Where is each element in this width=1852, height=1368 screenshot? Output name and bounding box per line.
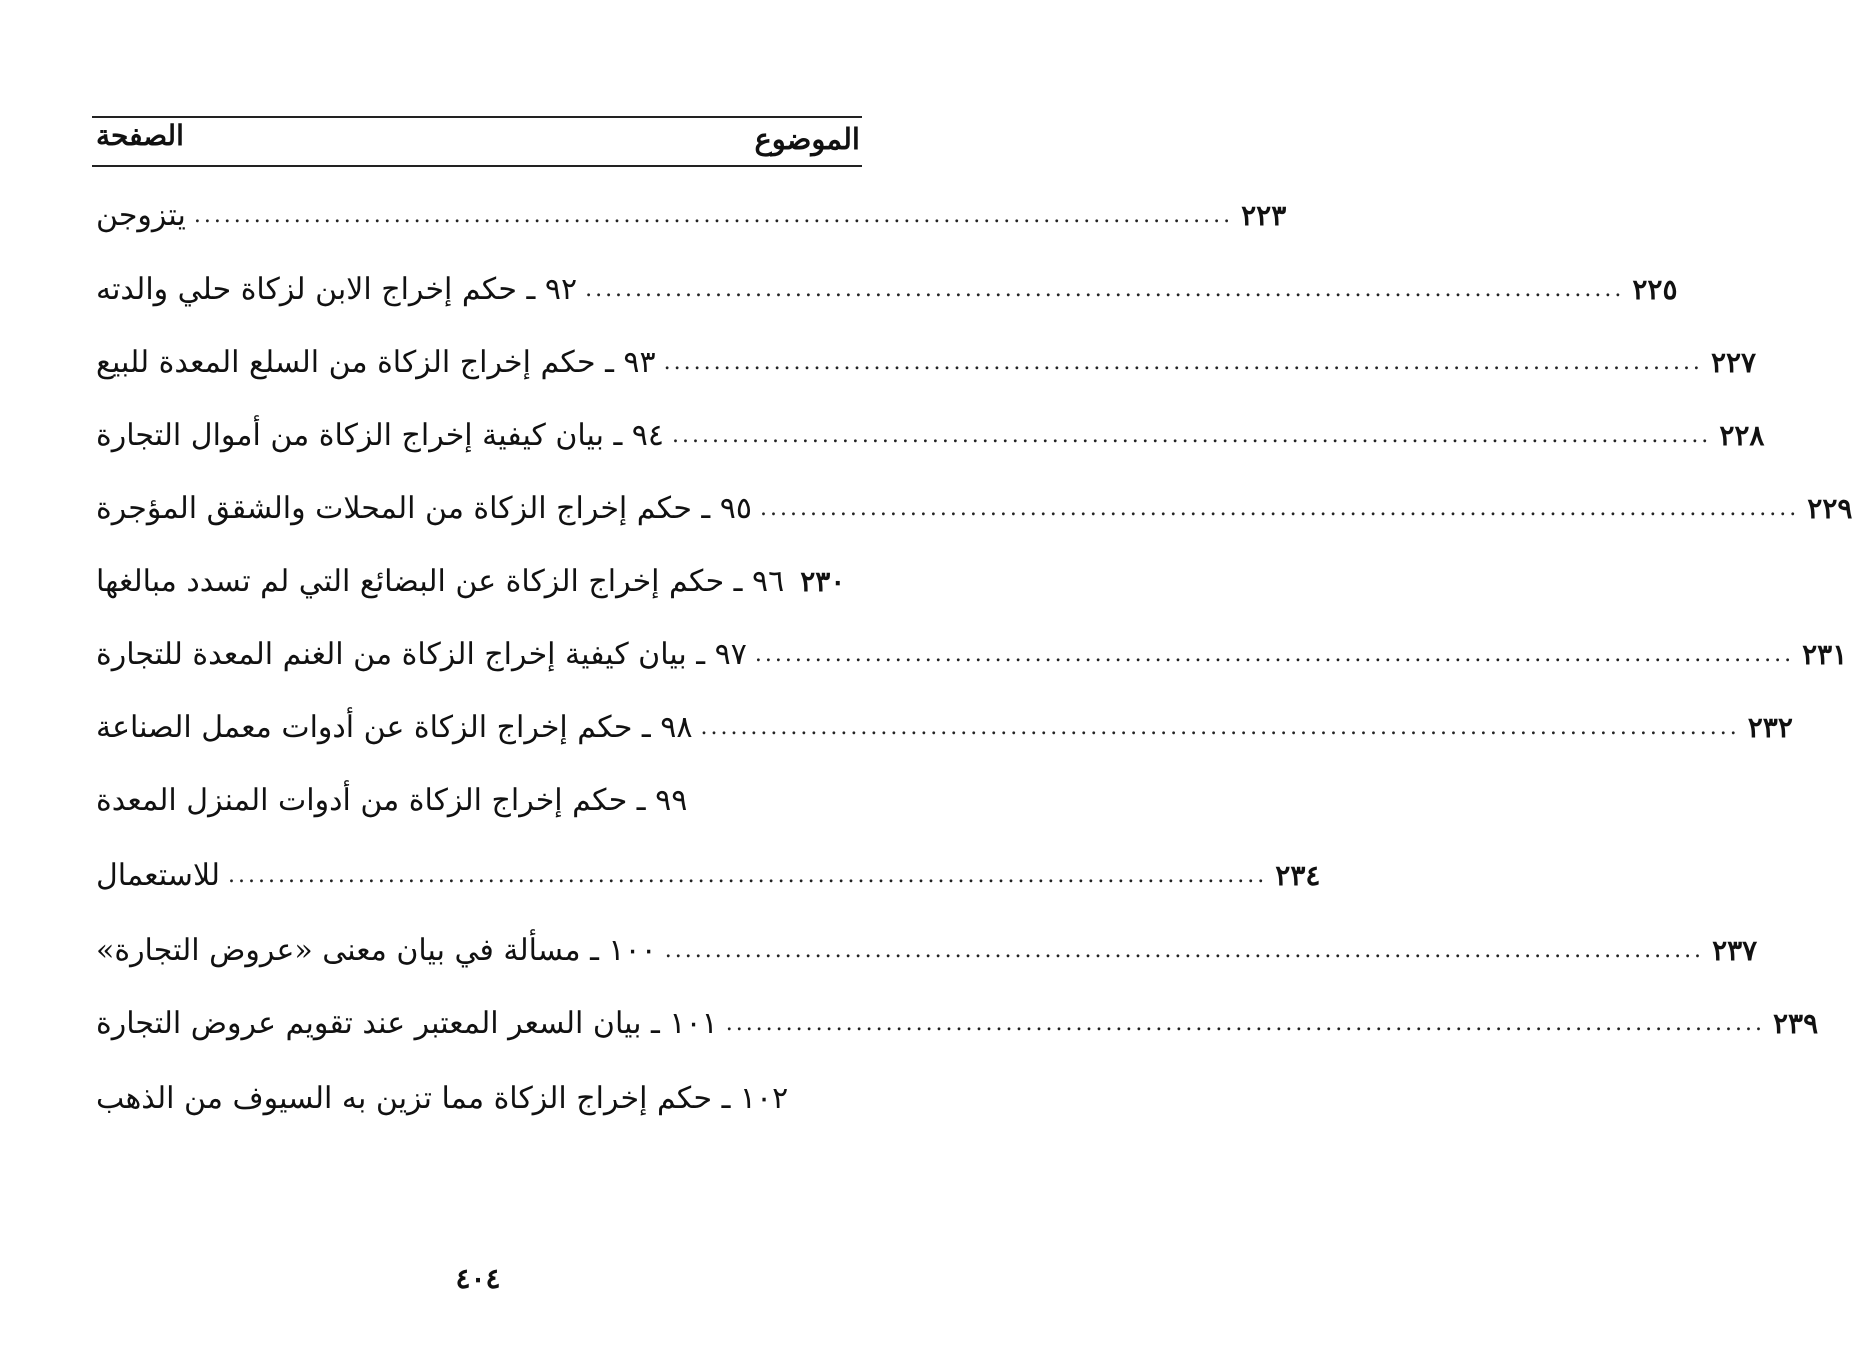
toc-entry-page: ٢٢٣ — [1241, 198, 1287, 232]
toc-entry-title: ١٠٠ ـ مسألة في بيان معنى «عروض التجارة» — [96, 932, 657, 968]
toc-leader-dots: ........................................................................................................ — [585, 276, 1625, 302]
toc-leader-dots: ........................................................................................................ — [193, 202, 1234, 228]
toc-entry-page: ٢٢٩ — [1807, 491, 1852, 525]
toc-entry-page: ٢٣٩ — [1773, 1006, 1819, 1040]
toc-entry-page: ٢٢٨ — [1719, 418, 1765, 452]
toc-entry — [96, 925, 1758, 975]
toc-entry — [96, 998, 1819, 1048]
toc-entry-title: للاستعمال — [96, 857, 220, 893]
toc-entry — [96, 337, 1757, 387]
toc-entry — [96, 775, 796, 825]
toc-entry — [96, 190, 1287, 240]
toc-entry — [96, 1073, 796, 1123]
toc-entry-page: ٢٣٧ — [1712, 933, 1758, 967]
toc-entry — [96, 556, 846, 606]
toc-entry-page: ٢٣٤ — [1275, 858, 1321, 892]
toc-entry-title: ١٠١ ـ بيان السعر المعتبر عند تقويم عروض التجارة — [96, 1005, 718, 1041]
toc-leader-dots: ........................................................................................................ — [227, 862, 1268, 888]
toc-leader-dots: ........................................................................................................ — [663, 349, 1703, 375]
toc-entry-page: ٢٣١ — [1802, 637, 1848, 671]
toc-entry — [96, 702, 1793, 752]
toc-entry-title: ٩٧ ـ بيان كيفية إخراج الزكاة من الغنم المعدة للتجارة — [96, 636, 747, 672]
toc-leader-dots: ........................................................................................................ — [725, 1010, 1765, 1036]
topic-column-heading: الموضوع — [754, 122, 860, 156]
toc-leader-dots: ........................................................................................................ — [664, 937, 1705, 963]
toc-entry — [96, 483, 1852, 533]
toc-entry-page: ٢٣٠ — [800, 564, 846, 598]
page-column-heading: الصفحة — [96, 119, 184, 152]
toc-leader-dots: ........................................................................................................ — [759, 495, 1800, 521]
toc-leader-dots: ........................................................................................................ — [672, 422, 1712, 448]
toc-entry-title: ٩٥ ـ حكم إخراج الزكاة من المحلات والشقق المؤجرة — [96, 490, 752, 526]
toc-entry-title: ٩٢ ـ حكم إخراج الابن لزكاة حلي والدته — [96, 271, 578, 307]
toc-entry-title: ٩٤ ـ بيان كيفية إخراج الزكاة من أموال التجارة — [96, 417, 665, 453]
toc-entry — [96, 629, 1848, 679]
toc-entry — [96, 264, 1678, 314]
toc-entry-title: ٩٩ ـ حكم إخراج الزكاة من أدوات المنزل المعدة — [96, 782, 688, 818]
toc-entry — [96, 410, 1765, 460]
toc-entry-title: ٩٨ ـ حكم إخراج الزكاة عن أدوات معمل الصناعة — [96, 709, 693, 745]
header-bottom-rule — [92, 165, 862, 167]
toc-entry-title: يتزوجن — [96, 197, 186, 233]
toc-entry-title: ٩٦ ـ حكم إخراج الزكاة عن البضائع التي لم تسدد مبالغها — [96, 563, 785, 599]
toc-entry — [96, 850, 1321, 900]
toc-leader-dots: ........................................................................................................ — [754, 641, 1795, 667]
header-top-rule — [92, 116, 862, 118]
toc-entry-page: ٢٢٧ — [1710, 345, 1757, 379]
toc-leader-dots: ........................................................................................................ — [700, 714, 1740, 740]
page-number: ٤٠٤ — [455, 1262, 501, 1295]
toc-entry-title: ١٠٢ ـ حكم إخراج الزكاة مما تزين به السيوف من الذهب — [96, 1080, 789, 1116]
toc-entry-page: ٢٣٢ — [1747, 710, 1793, 744]
toc-entry-title: ٩٣ ـ حكم إخراج الزكاة من السلع المعدة للبيع — [96, 344, 656, 380]
toc-entry-page: ٢٢٥ — [1632, 272, 1678, 306]
